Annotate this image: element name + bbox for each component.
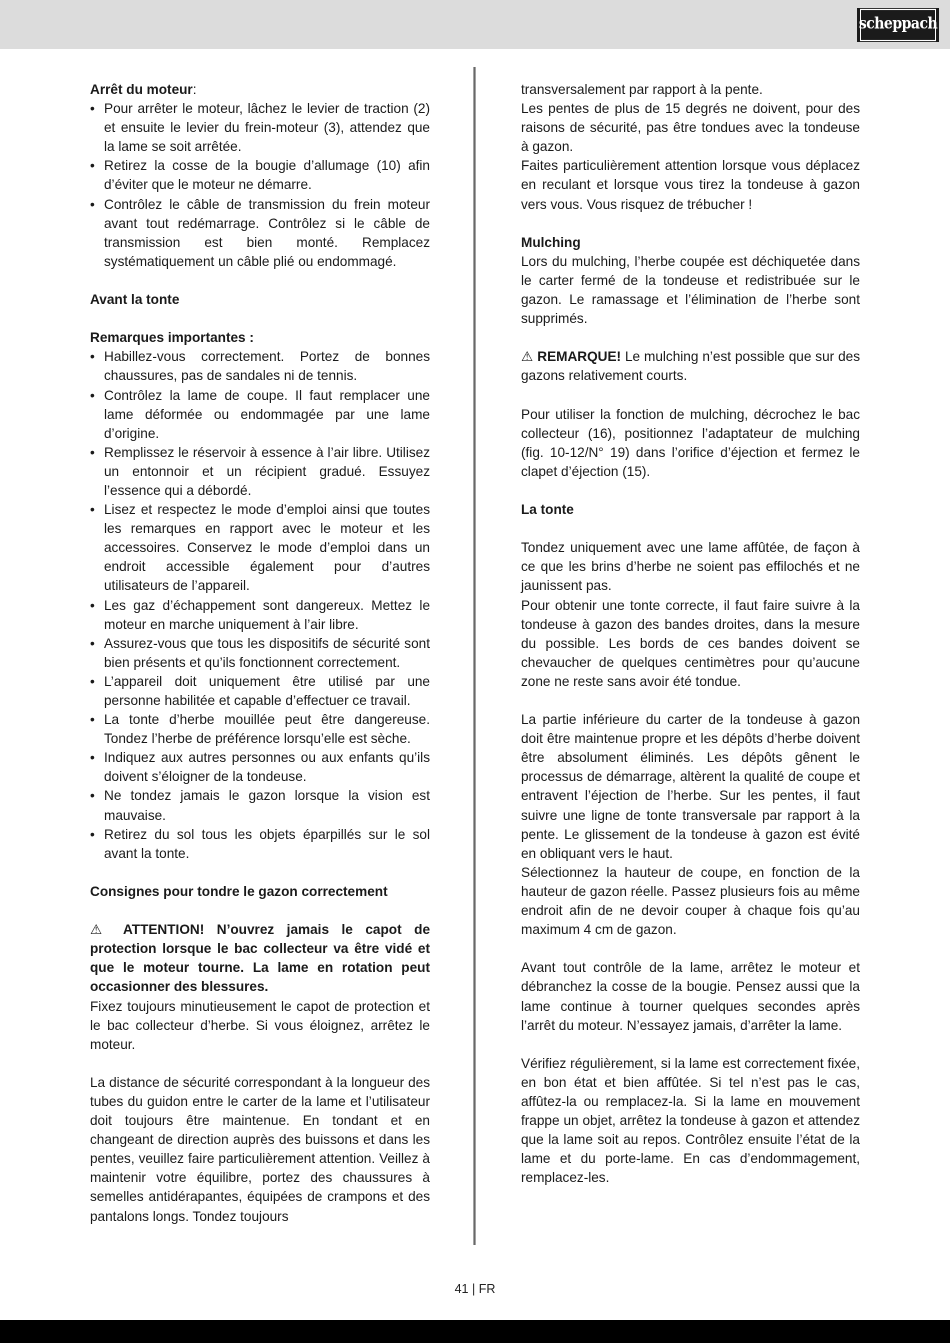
header-bar xyxy=(0,0,950,49)
heading-engine-stop: Arrêt du moteur: xyxy=(90,82,197,97)
paragraph-continued: transversalement par rapport à la pente. xyxy=(521,82,763,97)
list-item: • Les gaz d’échappement sont dangereux. Mettez le moteur en marche uniquement à l’air libre. xyxy=(90,596,430,634)
paragraph-mowing-6: Vérifiez régulièrement, si la lame est correctement fixée, en bon état et bien affûtée. Si tel n’est pas le cas, affûtez-la ou remplacez-la. Si la lame en mouvement frappe un objet, arrêtez la tondeuse à gazon et attendez que la lame soit au repos. Contrôlez ensuite l’état de la lame et du porte-lame. En cas d’endommagement, remplacez-les. xyxy=(521,1055,860,1186)
heading-mowing: La tonte xyxy=(521,502,574,518)
list-item: • Retirez la cosse de la bougie d’allumage (10) afin d’éviter que le moteur ne démarre. xyxy=(90,156,430,194)
list-item: • L’appareil doit uniquement être utilisé par une personne habilitée et capable d’effectuer ce travail. xyxy=(90,672,430,710)
brand-logo xyxy=(857,8,939,42)
list-item: • La tonte d’herbe mouillée peut être dangereuse. Tondez l’herbe de préférence lorsqu’elle est sèche. xyxy=(90,710,430,748)
paragraph-mowing-1: Tondez uniquement avec une lame affûtée, de façon à ce que les brins d’herbe ne soient pas effilochés et ne jaunissent pas. xyxy=(521,540,860,594)
list-item: • Pour arrêter le moteur, lâchez le levier de traction (2) et ensuite le levier du frein-moteur (3), attendez que la lame se soit arrêtée. xyxy=(90,99,430,156)
brand-logo-text: scheppach xyxy=(860,9,936,41)
list-item: • Ne tondez jamais le gazon lorsque la vision est mauvaise. xyxy=(90,786,430,824)
list-item: • Retirez du sol tous les objets éparpillés sur le sol avant la tonte. xyxy=(90,825,430,863)
list-item: • Habillez-vous correctement. Portez de bonnes chaussures, pas de sandales ni de tennis. xyxy=(90,347,430,385)
heading-mowing-instructions: Consignes pour tondre le gazon correctement xyxy=(90,883,388,899)
left-column xyxy=(90,80,430,1226)
page-number: 41 | FR xyxy=(454,1282,496,1296)
paragraph-safety-distance: La distance de sécurité correspondant à la longueur des tubes du guidon entre le carter de la lame et l’utilisateur doit toujours être maintenue. En tondant et en changeant de direction auprès des buissons et dans les pentes, veuillez faire particulièrement attention. Veillez à maintenir votre équilibre, portez des chaussures à semelles antidérapantes, équipées de crampons et des pantalons longs. Tondez toujours xyxy=(90,1074,430,1224)
heading-important-remarks: Remarques importantes : xyxy=(90,330,254,346)
mulching-note: ⚠ REMARQUE! Le mulching n’est possible que sur des gazons relativement courts. xyxy=(521,349,861,384)
footer-bar xyxy=(0,1320,950,1343)
list-item: • Lisez et respectez le mode d’emploi ainsi que toutes les remarques en rapport avec le moteur et les accessoires. Conservez le mode d’emploi dans un endroit accessible également pour d’autres utilisateurs de l’appareil. xyxy=(90,500,430,595)
paragraph-attention-reversing: Faites particulièrement attention lorsque vous déplacez en reculant et lorsque vous tirez la tondeuse à gazon vers vous. Vous risquez de trébucher ! xyxy=(521,158,860,212)
warning-triangle-icon: ⚠ xyxy=(521,349,534,365)
engine-stop-list xyxy=(90,99,430,271)
paragraph-mowing-2: Pour obtenir une tonte correcte, il faut faire suivre à la tondeuse à gazon des bandes droites, dans la mesure du possible. Les bords de ces bandes doivent se chevaucher de quelques centimètres pour qu’aucune zone ne reste sans avoir été tondue. xyxy=(521,597,860,689)
column-divider xyxy=(473,67,476,1245)
remarks-list xyxy=(90,347,430,863)
paragraph-mulching-use: Pour utiliser la fonction de mulching, décrochez le bac collecteur (16), positionnez l’adaptateur de mulching (fig. 10-12/N° 19) dans l’orifice d’éjection et fermez le clapet d’éjection (15). xyxy=(521,406,860,479)
warning-triangle-icon: ⚠ xyxy=(90,922,111,938)
list-item: • Remplissez le réservoir à essence à l’air libre. Utilisez un entonnoir et un récipient gradué. Essuyez l’essence qui a débordé. xyxy=(90,443,430,500)
paragraph-slopes: Les pentes de plus de 15 degrés ne doivent, pour des raisons de sécurité, pas être tondues avec la tondeuse à gazon. xyxy=(521,101,860,155)
paragraph-fix-guard: Fixez toujours minutieusement le capot de protection et le bac collecteur d’herbe. Si vous éloignez, arrêtez le moteur. xyxy=(90,998,430,1052)
list-item: • Contrôlez la lame de coupe. Il faut remplacer une lame déformée ou endommagée par une lame d’origine. xyxy=(90,386,430,443)
list-item: • Assurez-vous que tous les dispositifs de sécurité sont bien présents et qu’ils fonctionnent correctement. xyxy=(90,634,430,672)
heading-mulching: Mulching xyxy=(521,234,581,250)
heading-before-mowing: Avant la tonte xyxy=(90,292,180,308)
list-item: • Contrôlez le câble de transmission du frein moteur avant tout redémarrage. Contrôlez si le câble de transmission est bien monté. Remplacez systématiquement un câble plié ou endommagé. xyxy=(90,195,430,271)
paragraph-mowing-4: Sélectionnez la hauteur de coupe, en fonction de la hauteur de gazon réelle. Passez plusieurs fois au même endroit afin de ne devoir couper à chaque fois qu’au maximum 4 cm de gazon. xyxy=(521,864,860,938)
paragraph-mowing-5: Avant tout contrôle de la lame, arrêtez le moteur et débranchez la cosse de la bougie. Pensez aussi que la lame continue à tourner quelques secondes après l’arrêt du moteur. N’essayez jamais, d’arrêter la lame. xyxy=(521,960,860,1033)
attention-warning: ⚠ ATTENTION! N’ouvrez jamais le capot de protection lorsque le bac collecteur va être vidé et que le moteur tourne. La lame en rotation peut occasionner des blessures. xyxy=(90,922,431,995)
list-item: • Indiquez aux autres personnes ou aux enfants qu’ils doivent s’éloigner de la tondeuse. xyxy=(90,748,430,786)
paragraph-mulching: Lors du mulching, l’herbe coupée est déchiquetée dans le carter fermé de la tondeuse et redistribuée sur le gazon. Le ramassage et l’élimination de l’herbe sont supprimés. xyxy=(521,253,860,327)
right-column xyxy=(521,80,860,1187)
paragraph-mowing-3: La partie inférieure du carter de la tondeuse à gazon doit être maintenue propre et les dépôts d’herbe doivent être absolument éliminés. Les dépôts gênent le processus de démarrage, altèrent la qualité de coupe et entravent l’éjection de l’herbe. Sur les pentes, il faut suivre une ligne de tonte transversale par rapport à la pente. Le glissement de la tondeuse à gazon est évité en obliquant vers le haut. xyxy=(521,712,860,861)
